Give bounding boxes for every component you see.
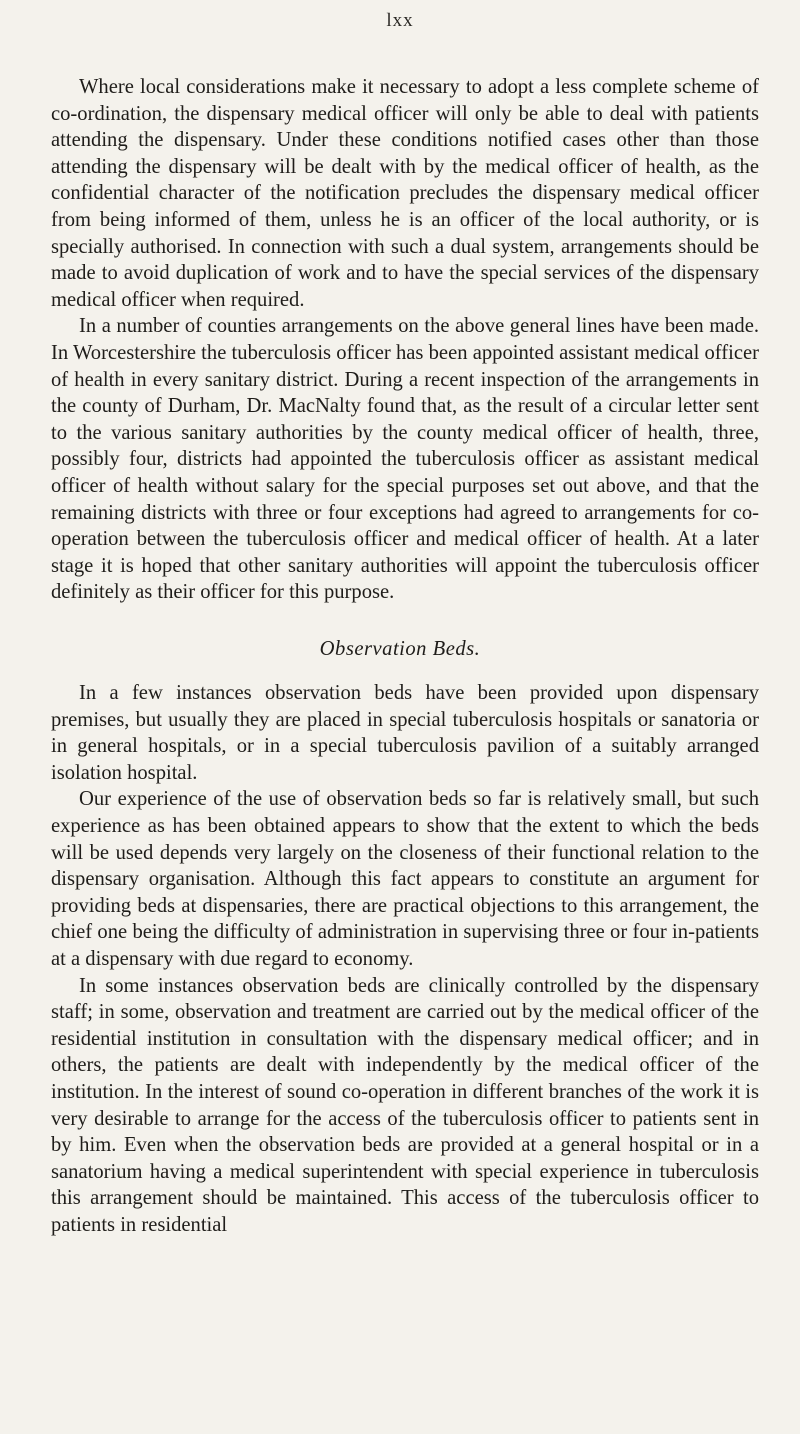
- paragraph-local-considerations: Where local considerations make it necessary to adopt a less complete scheme of co-ordination, the dispensary medical officer will only be able to deal with patients attending the dispensary. Under these conditions notified cases other than those attending the dispensary will be dealt with by the medical officer of health, as the confidential character of the notification precludes the dispensary medical officer from being informed of them, unless he is an officer of the local authority, or is specially authorised. In connection with such a dual system, arrangements should be made to avoid duplication of work and to have the special services of the dispensary medical officer when required.: [51, 76, 759, 311]
- paragraph-county-arrangements: In a number of counties arrangements on the above general lines have been made. In Worcestershire the tuberculosis officer has been appointed assistant medical officer of health in every sanitary district. During a recent inspection of the arrangements in the county of Durham, Dr. MacNalty found that, as the result of a circular letter sent to the various sanitary authorities by the county medical officer of health, three, possibly four, districts had appointed the tuberculosis officer as assistant medical officer of health without salary for the special purposes set out above, and that the remaining districts with three or four exceptions had agreed to arrangements for co-operation between the tuberculosis officer and medical officer of health. At a later stage it is hoped that other sanitary authorities will appoint the tuberculosis officer definitely as their officer for this purpose.: [51, 315, 759, 604]
- paragraph-experience: Our experience of the use of observation beds so far is relatively small, but such experience as has been obtained appears to show that the extent to which the beds will be used depends very largely on the closeness of their functional relation to the dispensary organisation. Although this fact appears to constitute an argument for providing beds at dispensaries, there are practical objections to this arrangement, the chief one being the difficulty of administration in supervising three or four in-patients at a dispensary with due regard to economy.: [51, 788, 759, 970]
- section-heading: Observation Beds.: [319, 638, 481, 660]
- paragraph-clinical-control: In some instances observation beds are clinically controlled by the dispensary staff; in some, observation and treatment are carried out by the medical officer of the residential institution in consultation with the dispensary medical officer; and in others, the patients are dealt with independently by the medical officer of the institution. In the interest of sound co-operation in different branches of the work it is very desirable to arrange for the access of the tuberculosis officer to patients sent in by him. Even when the observation beds are provided at a general hospital or in a sanatorium having a medical superintendent with special experience in tuberculosis this arrangement should be maintained. This access of the tuberculosis officer to patients in residential: [51, 974, 759, 1236]
- page-number: lxx: [386, 10, 414, 31]
- paragraph-observation-beds-provision: In a few instances observation beds have been provided upon dispensary premises, but usually they are placed in special tuberculosis hospitals or sanatoria or in general hospitals, or in a special tuberculosis pavilion of a suitably arranged isolation hospital.: [51, 682, 759, 784]
- body-text-bottom: [51, 680, 759, 1238]
- body-text-top: [51, 74, 759, 606]
